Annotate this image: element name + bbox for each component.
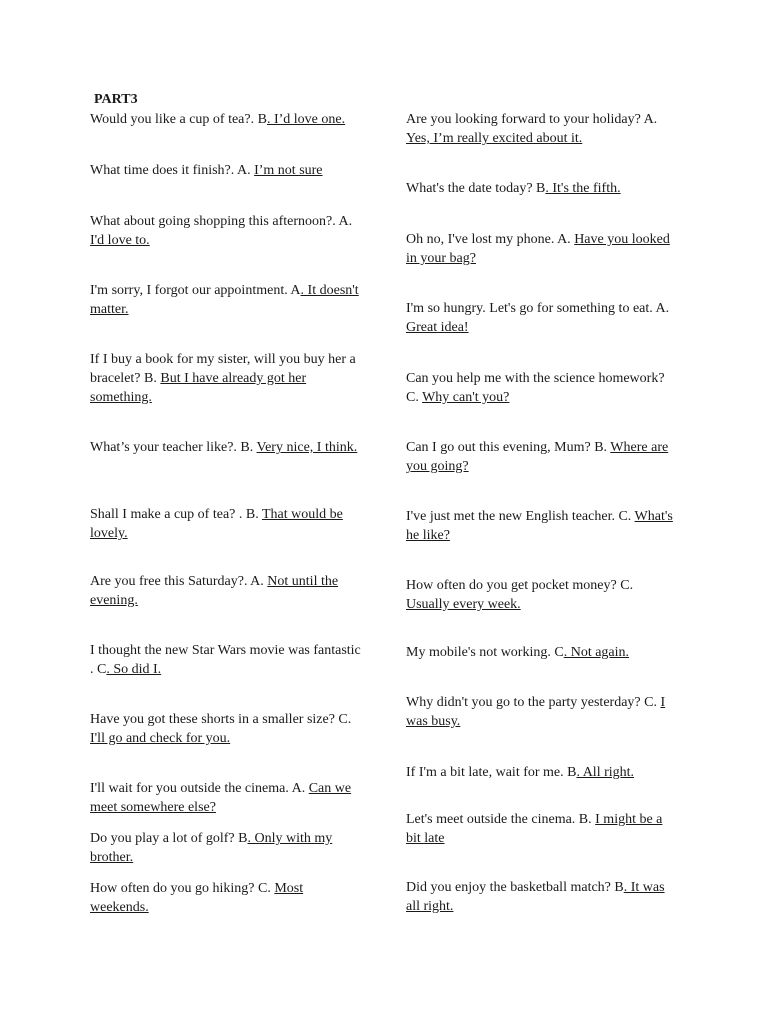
qa-item <box>406 763 680 782</box>
qa-item <box>90 505 362 543</box>
qa-item <box>90 779 362 817</box>
qa-item <box>90 879 362 917</box>
answer: I’m not sure <box>254 163 323 178</box>
question: My mobile's not working. C <box>406 645 564 660</box>
qa-item <box>90 710 362 748</box>
answer: Not until the evening. <box>90 574 339 608</box>
question: Can I go out this evening, Mum? B. <box>406 440 611 455</box>
qa-item <box>406 507 680 545</box>
answer: Have you looked in your bag? <box>406 232 670 266</box>
answer: I'd love to. <box>90 233 150 248</box>
answer: What's he like? <box>406 509 673 543</box>
qa-item <box>406 643 680 662</box>
answer: Why can't you? <box>422 390 510 405</box>
question: How often do you get pocket money? C. <box>406 578 634 593</box>
qa-item <box>406 693 680 731</box>
qa-item <box>90 438 362 457</box>
answer: . I’d love one. <box>266 112 346 127</box>
question: I'll wait for you outside the cinema. A. <box>90 781 309 796</box>
question: Shall I make a cup of tea? . B. <box>90 507 262 522</box>
question: Have you got these shorts in a smaller size? C. <box>90 712 352 727</box>
question: I've just met the new English teacher. C. <box>406 509 635 524</box>
question: Did you enjoy the basketball match? B <box>406 880 624 895</box>
question: What about going shopping this afternoon?. A. <box>90 214 353 229</box>
qa-item <box>90 212 362 250</box>
answer: . Not again. <box>563 645 630 660</box>
question: I'm sorry, I forgot our appointment. A <box>90 283 301 298</box>
question: I'm so hungry. Let's go for something to eat. A. <box>406 301 670 316</box>
answer: Can we meet somewhere else? <box>90 781 352 815</box>
answer: Most weekends. <box>90 881 304 915</box>
question: Why didn't you go to the party yesterday? C. <box>406 695 661 710</box>
answer: That would be lovely. <box>90 507 343 541</box>
qa-item <box>406 810 680 848</box>
qa-item <box>406 110 680 148</box>
qa-item <box>406 299 680 337</box>
answer: . It was all right. <box>406 880 665 914</box>
qa-item <box>406 878 680 916</box>
answer: . So did I. <box>106 662 162 677</box>
question: What's the date today? B <box>406 181 546 196</box>
question: What time does it finish?. A. <box>90 163 255 178</box>
section-heading: PART3 <box>94 92 138 107</box>
question: If I'm a bit late, wait for me. B <box>406 765 577 780</box>
qa-item <box>90 641 362 679</box>
answer: Very nice, I think. <box>256 440 358 455</box>
question: If I buy a book for my sister, will you buy her a bracelet? B. <box>90 352 356 386</box>
question: Would you like a cup of tea?. B <box>90 112 267 127</box>
answer: But I have already got her something. <box>90 371 307 405</box>
qa-item <box>90 829 362 867</box>
question: Let's meet outside the cinema. B. <box>406 812 596 827</box>
qa-item <box>406 438 680 476</box>
question: Can you help me with the science homework? C. <box>406 371 665 405</box>
answer: . All right. <box>576 765 635 780</box>
answer: I'll go and check for you. <box>90 731 231 746</box>
answer: I might be a bit late <box>406 812 663 846</box>
question: Oh no, I've lost my phone. A. <box>406 232 575 247</box>
qa-item <box>90 350 362 407</box>
question: I thought the new Star Wars movie was fantastic . C <box>90 643 361 677</box>
answer: Where are you going? <box>406 440 669 474</box>
answer: Usually every week. <box>406 597 521 612</box>
qa-item <box>90 572 362 610</box>
qa-item <box>406 230 680 268</box>
qa-item <box>406 576 680 614</box>
answer: . Only with my brother. <box>90 831 333 865</box>
answer: Great idea! <box>406 320 469 335</box>
qa-item <box>90 281 362 319</box>
question: How often do you go hiking? C. <box>90 881 275 896</box>
question: Are you free this Saturday?. A. <box>90 574 268 589</box>
question: Do you play a lot of golf? B <box>90 831 248 846</box>
question: Are you looking forward to your holiday? A. <box>406 112 658 127</box>
qa-item <box>406 179 680 198</box>
answer: . It's the fifth. <box>545 181 621 196</box>
qa-item <box>406 369 680 407</box>
answer: . It doesn't matter. <box>90 283 359 317</box>
qa-item <box>90 161 362 180</box>
question: What’s your teacher like?. B. <box>90 440 257 455</box>
answer: I was busy. <box>406 695 666 729</box>
answer: Yes, I’m really excited about it. <box>406 131 583 146</box>
qa-item <box>90 110 362 129</box>
